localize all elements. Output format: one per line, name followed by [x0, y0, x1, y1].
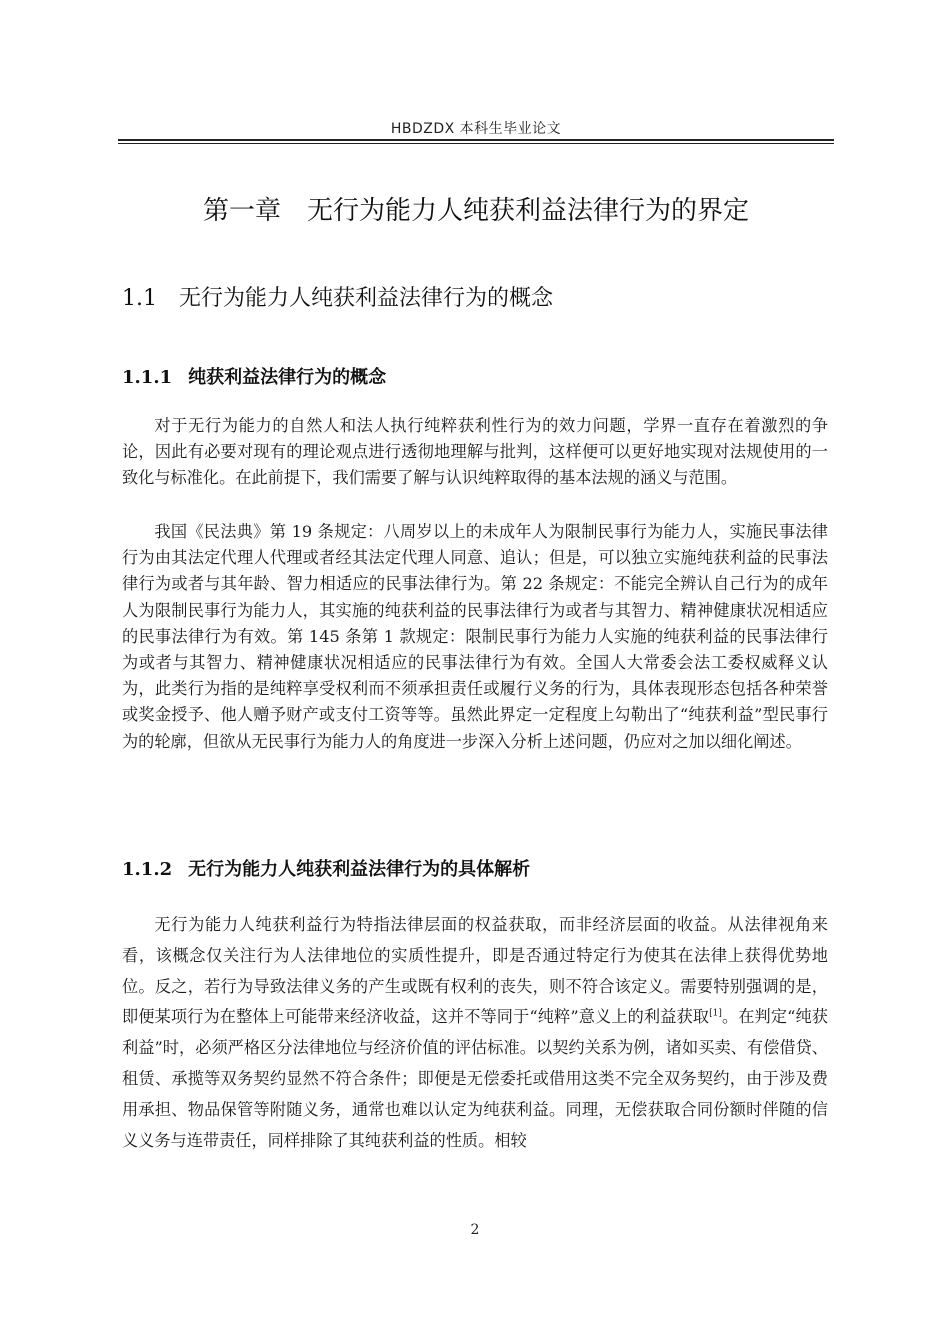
subsection-number: 1.1.2 [122, 859, 173, 880]
subsection-heading-1-1-2 [122, 855, 530, 881]
section-heading [122, 281, 553, 312]
subsection-heading-1-1-1 [122, 363, 386, 389]
section-title-text: 无行为能力人纯获利益法律行为的概念 [179, 286, 554, 311]
running-header: HBDZDX 本科生毕业论文 [390, 121, 562, 137]
paragraph-1: 对于无行为能力的自然人和法人执行纯粹获利性行为的效力问题，学界一直存在着激烈的争论，因此有必要对现有的理论观点进行透彻地理解与批判，这样便可以更好地实现对法规使用的一致化与标准化。在此前提下，我们需要了解与认识纯粹取得的基本法规的涵义与范围。 [122, 416, 828, 488]
page-number: 2 [470, 1222, 480, 1238]
subsection-title-text: 纯获利益法律行为的概念 [188, 367, 387, 388]
subsection-title-text: 无行为能力人纯获利益法律行为的具体解析 [188, 859, 531, 880]
section-number: 1.1 [122, 286, 157, 311]
paragraph-2: 我国《民法典》第 19 条规定：八周岁以上的未成年人为限制民事行为能力人，实施民事法律行为由其法定代理人代理或者经其法定代理人同意、追认；但是，可以独立实施纯获利益的民事法律行为或者与其年龄、智力相适应的民事法律行为。第 22 条规定：不能完全辨认自己行为的成年人为限制民事行为能力人，其实施的纯获利益的民事法律行为或者与其智力、精神健康状况相适应的民事法律行为有效。第 145 条第 1 款规定：限制民事行为能力人实施的纯获利益的民事法律行为或者与其智力、精神健康状况相适应的民事法律行为有效。全国人大常委会法工委权威释义认为，此类行为指的是纯粹享受权利而不须承担责任或履行义务的行为，具体表现形态包括各种荣誉或奖金授予、他人赠予财产或支付工资等等。虽然此界定一定程度上勾勒出了“纯获利益”型民事行为的轮廓，但欲从无民事行为能力人的角度进一步深入分析上述问题，仍应对之加以细化阐述。 [122, 522, 828, 751]
header-rule-thick [118, 139, 834, 141]
paragraph-3 [122, 910, 828, 1156]
paragraph-3-text-before: 无行为能力人纯获利益行为特指法律层面的权益获取，而非经济层面的收益。从法律视角来看，该概念仅关注行为人法律地位的实质性提升，即是否通过特定行为使其在法律上获得优势地位。反之，若行为导致法律义务的产生或既有权利的丧失，则不符合该定义。需要特别强调的是，即便某项行为在整体上可能带来经济收益，这并不等同于“纯粹”意义上的利益获取 [122, 915, 828, 1027]
paragraph-3-text-after: 。在判定“纯获利益”时，必须严格区分法律地位与经济价值的评估标准。以契约关系为例，诸如买卖、有偿借贷、租赁、承揽等双务契约显然不符合条件；即便是无偿委托或借用这类不完全双务契约，由于涉及费用承担、物品保管等附随义务，通常也难以认定为纯获利益。同理，无偿获取合同份额时伴随的信义义务与连带责任，同样排除了其纯获利益的性质。相较 [122, 1007, 828, 1150]
subsection-number: 1.1.1 [122, 367, 173, 388]
chapter-title: 第一章 无行为能力人纯获利益法律行为的界定 [202, 196, 749, 226]
header-rule-thin [118, 143, 834, 144]
citation-ref-1[interactable]: [1] [709, 1009, 722, 1019]
